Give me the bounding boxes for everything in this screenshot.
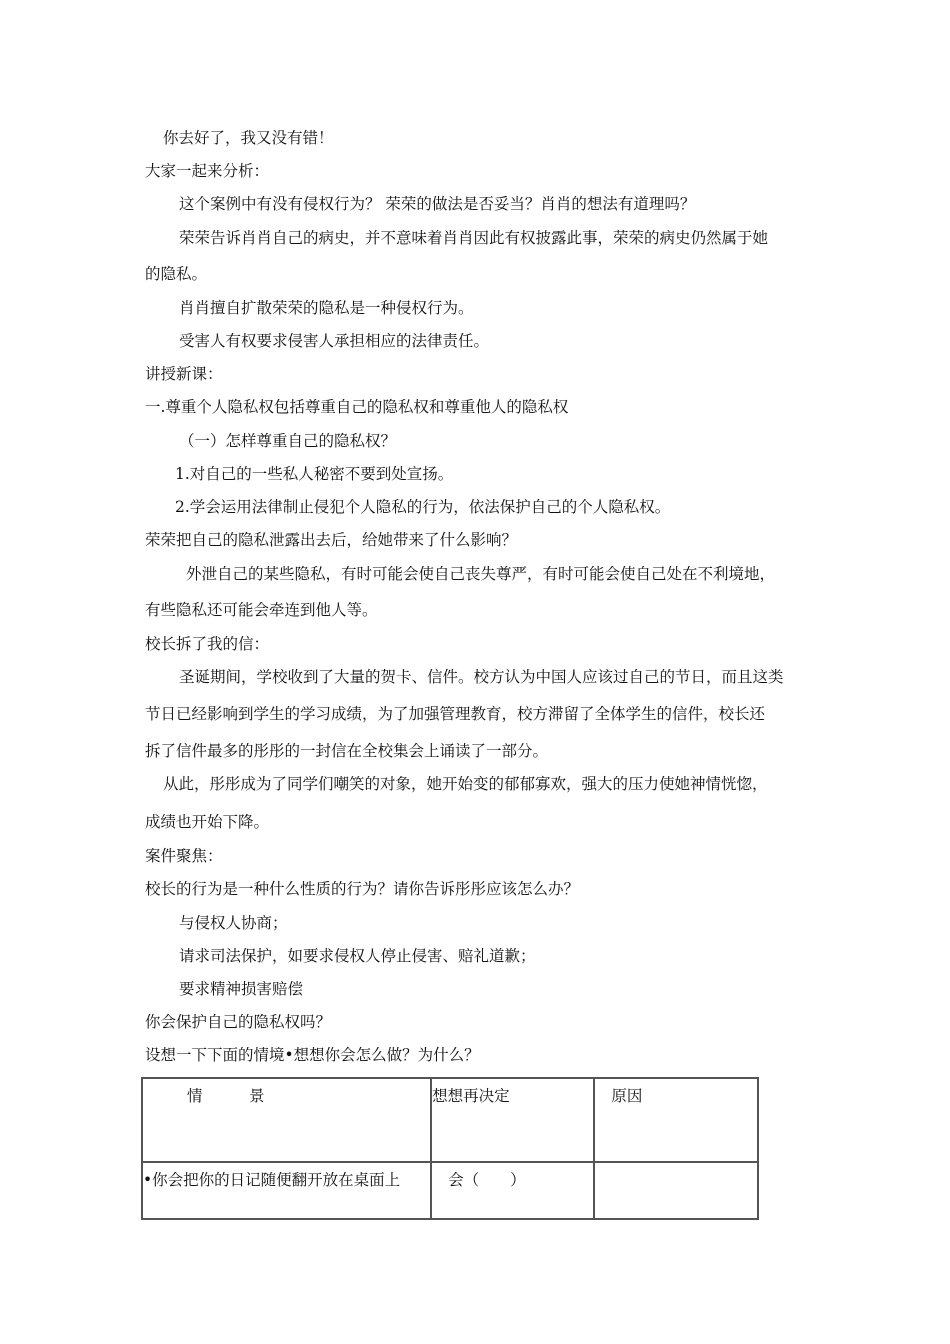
table-header-cell [431,1078,594,1162]
text-line: 荣荣告诉肖肖自己的病史，并不意味着肖肖因此有权披露此事，荣荣的病史仍然属于她 [179,229,769,247]
header-reason: 原因 [611,1087,643,1105]
text-line: 成绩也开始下降。 [145,813,270,831]
text-line: 案件聚焦： [145,847,223,865]
header-situation: 情 景 [187,1087,265,1105]
subsection-heading: （一）怎样尊重自己的隐私权？ [179,432,397,450]
text-line: 请求司法保护，如要求侵权人停止侵害、赔礼道歉； [179,947,536,965]
text-line: 荣荣把自己的隐私泄露出去后，给她带来了什么影响？ [145,531,518,549]
section-heading: 讲授新课： [145,365,223,383]
table-cell [431,1162,594,1219]
text-line: 的隐私。 [145,265,208,283]
text-line: 你去好了，我又没有错！ [163,129,334,147]
text-line: 外泄自己的某些隐私，有时可能会使自己丧失尊严，有时可能会使自己处在不利境地， [186,565,776,583]
table-cell [142,1162,431,1219]
section-heading: 一.尊重个人隐私权包括尊重自己的隐私权和尊重他人的隐私权 [145,398,569,416]
text-line: 设想一下下面的情境•想想你会怎么做？为什么？ [145,1046,480,1064]
text-line: 校长拆了我的信： [145,635,270,653]
text-line: 肖肖擅自扩散荣荣的隐私是一种侵权行为。 [179,299,474,317]
table-header-row [142,1078,758,1162]
situation-table [141,1077,759,1220]
reason-text [595,1163,757,1168]
header-decide: 想想再决定 [432,1087,510,1105]
text-line: 从此，彤彤成为了同学们嘲笑的对象，她开始变的郁郁寡欢，强大的压力使她神情恍惚， [163,775,768,793]
text-line: 拆了信件最多的彤彤的一封信在全校集会上诵读了一部分。 [145,742,549,760]
table-row [142,1162,758,1219]
text-line: 受害人有权要求侵害人承担相应的法律责任。 [179,332,490,350]
text-line: 你会保护自己的隐私权吗？ [145,1013,332,1031]
text-line: 有些隐私还可能会牵连到他人等。 [145,601,378,619]
text-line: 这个案例中有没有侵权行为？ 荣荣的做法是否妥当？肖肖的想法有道理吗？ [179,195,696,213]
decision-text: 会（ ） [448,1171,526,1189]
text-line: 要求精神损害赔偿 [179,980,304,998]
text-line: 与侵权人协商； [179,914,288,932]
text-line: 大家一起来分析： [145,162,270,180]
text-line: 圣诞期间，学校收到了大量的贺卡、信件。校方认为中国人应该过自己的节日，而且这类 [179,668,784,686]
table-header-cell [142,1078,431,1162]
text-line: 节日已经影响到学生的学习成绩，为了加强管理教育，校方滞留了全体学生的信件，校长还 [145,705,766,723]
table-cell [594,1162,758,1219]
table-header-cell [594,1078,758,1162]
situation-text: •你会把你的日记随便翻开放在桌面上 [143,1171,401,1189]
list-item: 1.对自己的一些私人秘密不要到处宣扬。 [175,465,454,483]
text-line: 校长的行为是一种什么性质的行为？请你告诉彤彤应该怎么办？ [145,880,580,898]
list-item: 2.学会运用法律制止侵犯个人隐私的行为，依法保护自己的个人隐私权。 [175,498,671,516]
